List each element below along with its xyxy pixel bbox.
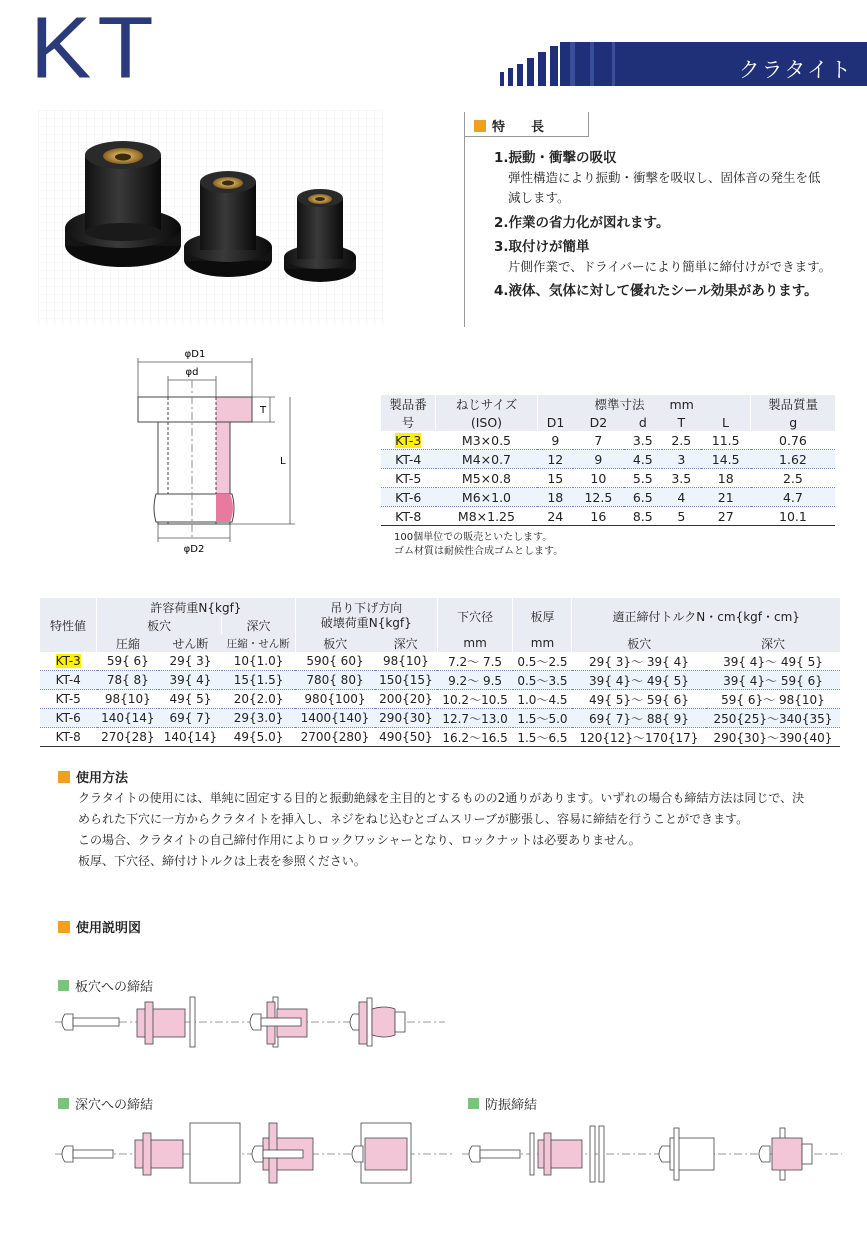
features-title: 特 長 xyxy=(474,116,544,135)
table-row: KT-5 M5×0.8 15 10 5.5 3.5 18 2.5 xyxy=(381,469,835,488)
load-table: 特性値 許容荷重N{kgf} 吊り下げ方向 破壊荷重N{kgf} 下穴径 板厚 適正締付トルクN・cm{kgf・cm} 板穴 深穴 圧縮 せん断 圧縮・せん断 板穴 深穴 mm mm 板穴 深穴 KT-3 59{ 6} 29{ 3} 10{1.0} 590{ 60} 98{10} 7.2～ 7.5 0.5～2.5 29{ 3}～ 39{ 4} 39{ 4}～ 49{ 5} KT-4 78{ 8} 39{ 4} 15{1.5} 780{ 80} 150{15} 9.2～ 9.5 0.5～3.5 39{ 4}～ 49{ 5} 39{ 4}～ 59{ 6} KT-5 98{10} 49{ 5} 20{2.0} 980{100} 200{20} 10.2～10.5 1.0～4.5 49{ 5}～ 59{ 6} 59{ 6}～ 98{10} KT-6 140{14} 69{ 7} 29{3.0} 1400{140} 290{30} 12.7～13.0 1.5～5.0 69{ 7}～ 88{ 9} 250{25}～340{35} KT-8 270{28} 140{14} 49{5.0} 2700{280} 490{50} 16.2～16.5 1.5～6.5 120{12}～170{17} 290{30}～390{40} xyxy=(40,598,840,747)
plate-title: 板穴への締結 xyxy=(58,976,153,995)
label-d1: φD1 xyxy=(184,349,206,360)
table-row: KT-6 140{14} 69{ 7} 29{3.0} 1400{140} 290{30} 12.7～13.0 1.5～5.0 69{ 7}～ 88{ 9} 250{25}～340{35} xyxy=(40,709,840,728)
product-logo: KT xyxy=(30,0,160,97)
label-l: L xyxy=(280,456,286,467)
diagram-title: 使用説明図 xyxy=(58,917,141,936)
plate-diagram xyxy=(55,995,445,1055)
dimension-drawing xyxy=(120,340,310,555)
table-row: KT-3 M3×0.5 9 7 3.5 2.5 11.5 0.76 xyxy=(381,431,835,450)
usage-title: 使用方法 xyxy=(58,767,128,786)
size-table-notes: 100個単位での販売といたします。 ゴム材質は耐候性合成ゴムとします。 xyxy=(394,532,564,557)
vib-diagram xyxy=(462,1118,842,1186)
table-row: KT-4 78{ 8} 39{ 4} 15{1.5} 780{ 80} 150{15} 9.2～ 9.5 0.5～3.5 39{ 4}～ 49{ 5} 39{ 4}～ 59{ 6} xyxy=(40,671,840,690)
product-photo xyxy=(38,110,383,325)
deep-diagram xyxy=(55,1118,455,1186)
table-row: KT-8 M8×1.25 24 16 8.5 5 27 10.1 xyxy=(381,507,835,526)
header-subtitle: クラタイト xyxy=(738,58,853,82)
size-table: 製品番号 ねじサイズ 標準寸法 mm 製品質量 (ISO) D1 D2 d T L g KT-3 M3×0.5 9 7 3.5 2.5 11.5 0.76 KT-4 M4×0.7 12 9 4.5 3 14.5 1.62 KT-5 M5×0.8 15 10 5.5 3.5 18 2.5 KT-6 M6×1.0 18 12.5 6.5 4 21 4.7 KT-8 M8×1.25 24 16 8.5 5 27 10.1 xyxy=(381,395,835,526)
usage-text: クラタイトの使用には、単純に固定する目的と振動絶縁を主目的とするものの2通りがあります。いずれの場合も締結方法は同じで、決 められた下穴に一方からクラタイトを挿入し、ネジをねじ込むとゴムスリーブが膨張し、容易に締結を行うことができます。 この場合、クラタイトの自己締付作用によりロックワッシャーとなり、ロックナットは必要ありません。 板厚、下穴径、締付けトルクは上表を参照ください。 xyxy=(78,791,805,868)
label-d: φd xyxy=(185,367,199,378)
label-t: T xyxy=(260,405,267,416)
table-row: KT-6 M6×1.0 18 12.5 6.5 4 21 4.7 xyxy=(381,488,835,507)
deep-title: 深穴への締結 xyxy=(58,1094,153,1113)
table-row: KT-8 270{28} 140{14} 49{5.0} 2700{280} 490{50} 16.2～16.5 1.5～6.5 120{12}～170{17} 290{30}～390{40} xyxy=(40,728,840,747)
label-d2: φD2 xyxy=(183,544,205,555)
table-row: KT-4 M4×0.7 12 9 4.5 3 14.5 1.62 xyxy=(381,450,835,469)
features-list: 1.振動・衝撃の吸収 弾性構造により振動・衝撃を吸収し、固体音の発生を低 減します。 2.作業の省力化が図れます。 3.取付けが簡単 片側作業で、ドライバーにより簡単に締付けができます。 4.液体、気体に対して優れたシール効果があります。 xyxy=(494,150,832,299)
vib-title: 防振締結 xyxy=(468,1094,537,1113)
table-row: KT-3 59{ 6} 29{ 3} 10{1.0} 590{ 60} 98{10} 7.2～ 7.5 0.5～2.5 29{ 3}～ 39{ 4} 39{ 4}～ 49{ 5} xyxy=(40,652,840,671)
table-row: KT-5 98{10} 49{ 5} 20{2.0} 980{100} 200{20} 10.2～10.5 1.0～4.5 49{ 5}～ 59{ 6} 59{ 6}～ 98{10} xyxy=(40,690,840,709)
